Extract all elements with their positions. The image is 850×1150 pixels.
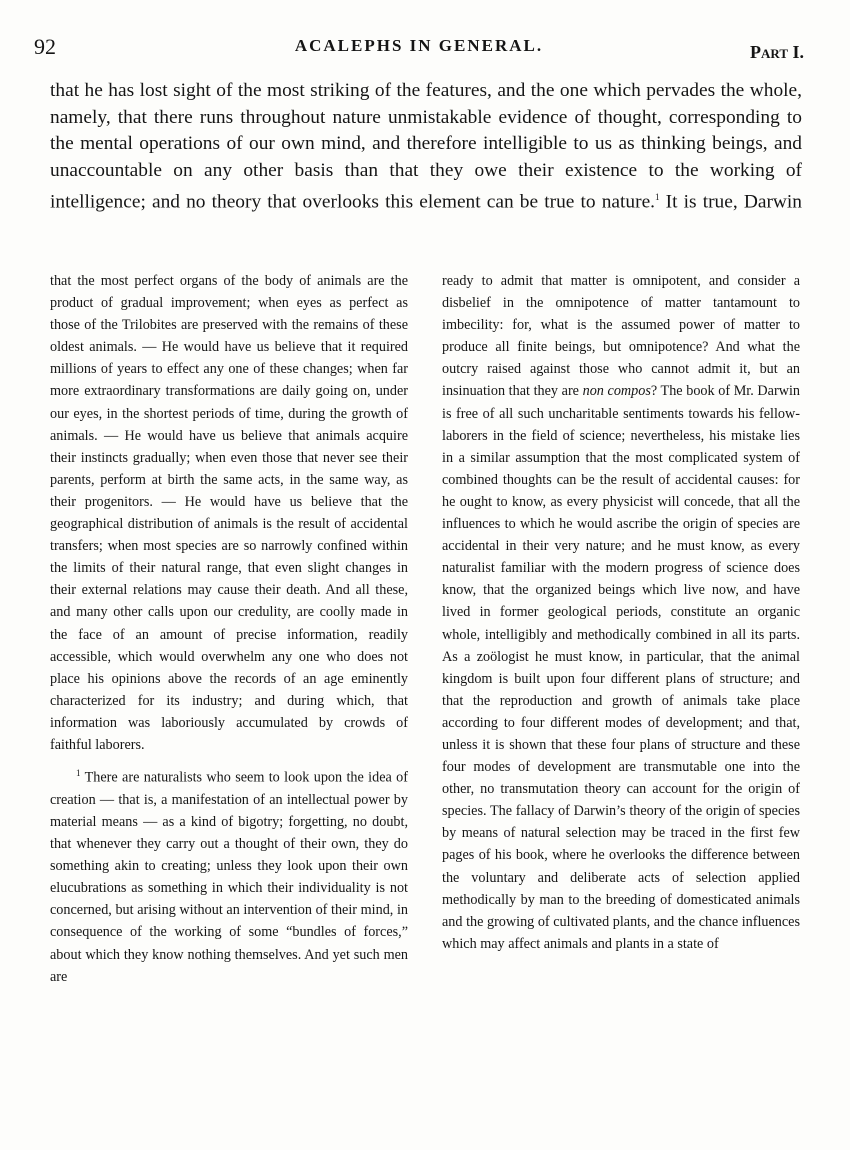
main-text-before-footnote: that he has lost sight of the most striking of the features, and the one which pervades the whole, namely, that there runs throughout nature unmistakable evidence of thought, corresponding to the mental operations of our own mind, and therefore intelligible to us as thinking beings, and unaccountable on any other basis than that they owe their existence to the working of intelligence; and no theory that overlooks this element can be true to nature.	[50, 80, 802, 213]
main-paragraph	[50, 78, 802, 216]
footnote-text: There are naturalists who seem to look upon the idea of creation — that is, a manifestation of an intellectual power by material means — as a kind of bigotry; forgetting, no doubt, that whenever they carry out a thought of their own, they do something akin to creating; unless they look upon their own elucubrations as something in which their individuality is not concerned, but arising without an intervention of their mind, in consequence of the working of some “bundles of forces,” about which they know nothing themselves. And yet such men are	[50, 769, 408, 985]
left-column-continuation: that the most perfect organs of the body of animals are the product of gradual improvement; when eyes as perfect as those of the Trilobites are preserved with the remains of these oldest animals. — He would have us believe that it required millions of years to effect any one of these changes; when far more extraordinary transformations are daily going on, under our eyes, in the shortest periods of time, during the growth of animals. — He would have us believe that animals acquire their instincts gradually; when even those that never see their parents, perform at birth the same acts, in the same way, as their progenitors. — He would have us believe that the geographical distribution of animals is the result of accidental transfers; when most species are so narrowly confined within the limits of their natural range, that even slight changes in their external relations may cause their death. And all these, and many other calls upon our credulity, are coolly made in the face of an amount of precise information, readily accessible, which would overwhelm any one who does not place his opinions above the records of an age eminently characterized for its industry; and during which, that information was laboriously accumulated by crowds of faithful laborers.	[50, 273, 408, 753]
main-text-after-footnote: It is true, Darwin	[659, 191, 802, 213]
running-title: ACALEPHS IN GENERAL.	[294, 36, 544, 55]
right-column-text	[442, 270, 800, 955]
page-number: 92	[34, 34, 56, 59]
italic-phrase: non compos	[582, 383, 651, 400]
right-text-part-2: ? The book of Mr. Darwin is free of all such uncharitable sentiments towards his fellow-laborers in the field of science; nevertheless, his mistake lies in a similar assumption that the most complicated system of combined thoughts can be the result of accidental causes: for he ought to know, as every physicist will concede, that all the influences to which he would ascribe the origin of species are accidental in their very nature; and he must know, as every naturalist familiar with the modern progress of science does know, that the organized beings which live now, and have lived in former geological periods, constitute an organic whole, intelligibly and methodically combined in all its parts. As a zoölogist he must know, in particular, that the animal kingdom is built upon four different plans of structure; and that the reproduction and growth of animals take place according to four different modes of development; and that, unless it is shown that these four plans of structure and these four modes of development are transmutable one into the other, no transmutation theory can account for the origin of species. The fallacy of Darwin’s theory of the origin of species by means of natural selection may be traced in the first few pages of his book, where he overlooks the difference between the voluntary and deliberate acts of selection applied methodically by man to the breeding of domesticated animals and the growing of cultivated plants, and the chance influences which may affect animals and plants in a state of	[442, 383, 800, 952]
two-column-notes	[50, 270, 802, 1130]
footnote-reference: 1	[655, 192, 660, 203]
footnote-number: 1	[76, 768, 81, 779]
footnote-1	[50, 762, 408, 988]
left-column	[50, 270, 408, 988]
right-column	[442, 270, 800, 955]
main-text-block	[50, 78, 802, 216]
part-label: Part I.	[750, 42, 804, 62]
page-header	[34, 30, 804, 60]
right-text-part-1: ready to admit that matter is omnipotent, and consider a disbelief in the omnipotence of matter tantamount to imbecility: for, what is the assumed power of matter to produce all finite beings, but omnipotence? And what the outcry raised against those who cannot admit it, but an insinuation that they are	[442, 273, 800, 400]
